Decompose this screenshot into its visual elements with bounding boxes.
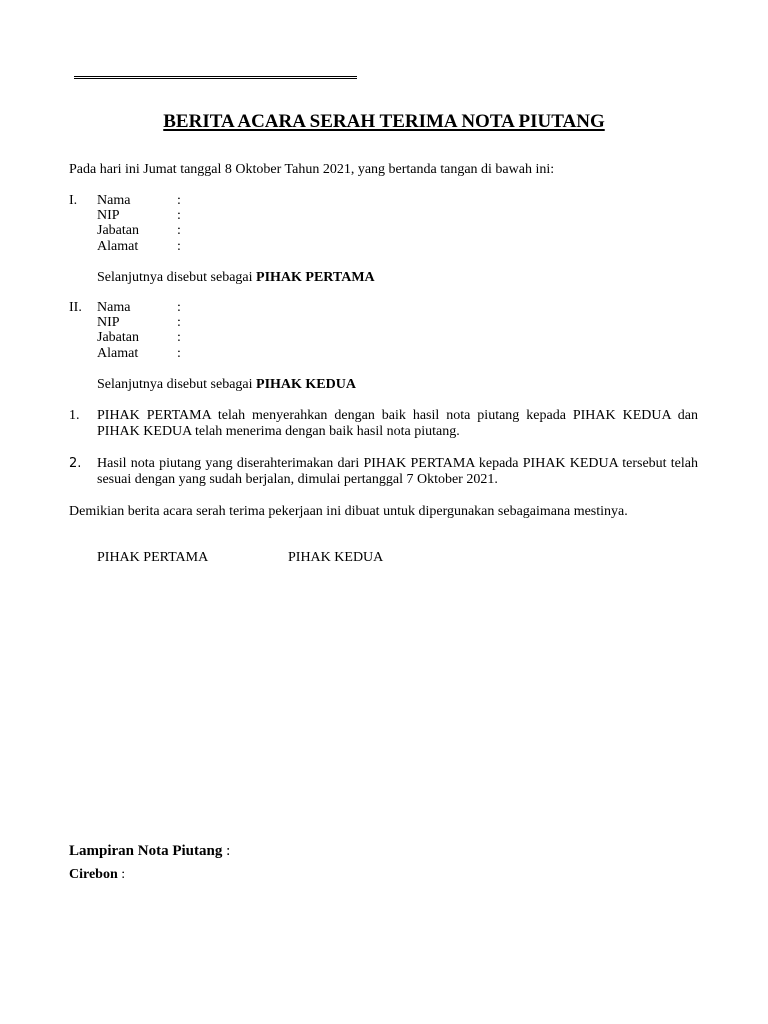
- party-one-referred-as: [97, 270, 375, 286]
- party-two-jabatan-colon: :: [177, 330, 181, 345]
- party-one-nip-label: NIP: [97, 208, 120, 223]
- party-two-referred-prefix: Selanjutnya disebut sebagai: [97, 377, 257, 392]
- party-one-name-colon: :: [177, 193, 181, 208]
- party-two-alamat-colon: :: [177, 346, 181, 361]
- attachment-label-suffix: :: [222, 843, 231, 859]
- document-title: BERITA ACARA SERAH TERIMA NOTA PIUTANG: [163, 111, 605, 132]
- party-one-numeral: I.: [69, 193, 78, 208]
- intro-paragraph: Pada hari ini Jumat tanggal 8 Oktober Tahun 2021, yang bertanda tangan di bawah ini:: [69, 162, 555, 177]
- party-two-name-colon: :: [177, 300, 181, 315]
- closing-paragraph: Demikian berita acara serah terima pekerjaan ini dibuat untuk dipergunakan sebagaimana mestinya.: [69, 504, 628, 519]
- attachment-label-text: Lampiran Nota Piutang: [69, 843, 223, 859]
- city-label-suffix: :: [117, 867, 126, 882]
- party-one-nip-colon: :: [177, 208, 181, 223]
- city-label-text: Cirebon: [69, 867, 118, 882]
- party-one-referred-prefix: Selanjutnya disebut sebagai: [97, 270, 257, 285]
- signature-first-party: PIHAK PERTAMA: [97, 550, 209, 565]
- clause-1-number: 1.: [69, 408, 80, 423]
- party-two-name-label: Nama: [97, 300, 131, 315]
- party-one-jabatan-colon: :: [177, 223, 181, 238]
- party-two-numeral: II.: [69, 300, 82, 315]
- clause-1-text: PIHAK PERTAMA telah menyerahkan dengan baik hasil nota piutang kepada PIHAK KEDUA dan PIHAK KEDUA telah menerima dengan baik hasil nota piutang.: [97, 408, 698, 439]
- party-two-jabatan-label: Jabatan: [97, 330, 139, 345]
- party-one-referred-name: PIHAK PERTAMA: [256, 270, 375, 285]
- signature-second-party: PIHAK KEDUA: [288, 550, 384, 565]
- party-one-alamat-colon: :: [177, 239, 181, 254]
- city-label: [69, 867, 125, 883]
- party-two-nip-label: NIP: [97, 315, 120, 330]
- header-divider-line: [74, 76, 357, 79]
- attachment-label: [69, 843, 230, 859]
- clause-2-text: Hasil nota piutang yang diserahterimakan dari PIHAK PERTAMA kepada PIHAK KEDUA tersebut telah sesuai dengan yang sudah berjalan, dimulai pertanggal 7 Oktober 2021.: [97, 456, 698, 487]
- party-two-referred-name: PIHAK KEDUA: [256, 377, 356, 392]
- party-two-nip-colon: :: [177, 315, 181, 330]
- clause-2-number: 2.: [69, 456, 82, 471]
- party-two-referred-as: [97, 377, 356, 393]
- party-two-alamat-label: Alamat: [97, 346, 139, 361]
- party-one-name-label: Nama: [97, 193, 131, 208]
- party-one-alamat-label: Alamat: [97, 239, 139, 254]
- party-one-jabatan-label: Jabatan: [97, 223, 139, 238]
